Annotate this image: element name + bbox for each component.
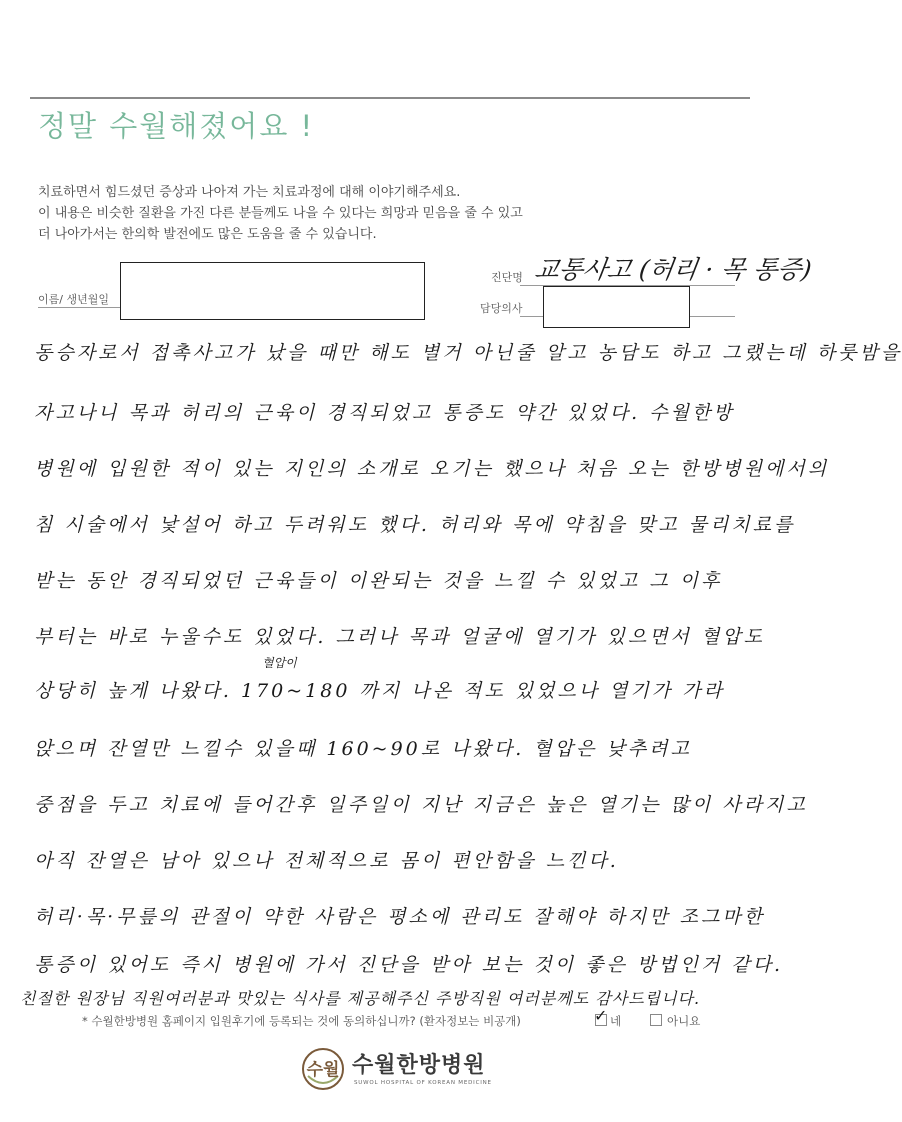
hospital-logo xyxy=(300,1042,500,1100)
top-divider xyxy=(30,97,750,99)
redacted-doctor-box xyxy=(543,286,690,328)
intro-line: 치료하면서 힘드셨던 증상과 나아져 가는 치료과정에 대해 이야기해주세요. xyxy=(38,185,461,200)
consent-yes-label: 네 xyxy=(610,1014,622,1028)
letter-line: 자고나니 목과 허리의 근육이 경직되었고 통증도 약간 있었다. 수월한방 xyxy=(34,402,735,424)
doctor-label: 담당의사 xyxy=(480,302,523,315)
letter-line: 친절한 원장님 직원여러분과 맛있는 식사를 제공해주신 주방직원 여러분께도 감사드립니다. xyxy=(20,989,701,1008)
intro-text xyxy=(38,182,523,245)
page-title: 정말 수월해졌어요 ! xyxy=(38,109,315,143)
diagnosis-label: 진단명 xyxy=(491,271,523,284)
letter-annotation: 혈압이 xyxy=(262,656,297,670)
logo-mark-text: 수월 xyxy=(306,1060,340,1080)
name-birth-label: 이름/ 생년월일 xyxy=(38,293,109,306)
letter-line: 부터는 바로 누울수도 있었다. 그러나 목과 얼굴에 열기가 있으면서 혈압도 xyxy=(34,626,766,648)
diagnosis-handwritten: 교통사고 (허리 · 목 통증) xyxy=(532,255,814,284)
letter-line: 아직 잔열은 남아 있으나 전체적으로 몸이 편안함을 느낀다. xyxy=(34,850,619,872)
letter-line: 통증이 있어도 즉시 병원에 가서 진단을 받아 보는 것이 좋은 방법인거 같다. xyxy=(34,954,784,976)
letter-line: 받는 동안 경직되었던 근육들이 이완되는 것을 느낄 수 있었고 그 이후 xyxy=(34,570,723,592)
check-mark-icon: ✓ xyxy=(594,1006,608,1025)
letter-line: 상당히 높게 나왔다. 170~180 까지 나온 적도 있었으나 열기가 가라 xyxy=(34,680,725,702)
letter-line: 병원에 입원한 적이 있는 지인의 소개로 오기는 했으나 처음 오는 한방병원에서의 xyxy=(34,458,830,480)
letter-line: 앉으며 잔열만 느낄수 있을때 160~90로 나왔다. 혈압은 낮추려고 xyxy=(34,738,692,760)
intro-line: 이 내용은 비슷한 질환을 가진 다른 분들께도 나을 수 있다는 희망과 믿음을 줄 수 있고 xyxy=(38,206,523,221)
consent-no-checkbox[interactable] xyxy=(650,1014,662,1026)
letter-line: 중점을 두고 치료에 들어간후 일주일이 지난 지금은 높은 열기는 많이 사라지고 xyxy=(34,794,808,816)
consent-no-label: 아니요 xyxy=(667,1014,701,1028)
letter-line: 침 시술에서 낯설어 하고 두려워도 했다. 허리와 목에 약침을 맞고 물리치료를 xyxy=(34,514,796,536)
letter-line: 허리·목·무릎의 관절이 약한 사람은 평소에 관리도 잘해야 하지만 조그마한 xyxy=(34,906,766,928)
letter-line: 동승자로서 접촉사고가 났을 때만 해도 별거 아닌줄 알고 농담도 하고 그랬는데 하룻밤을 xyxy=(34,342,902,364)
hospital-name: 수월한방병원 xyxy=(352,1053,486,1078)
hospital-subtitle: SUWOL HOSPITAL OF KOREAN MEDICINE xyxy=(354,1080,492,1086)
intro-line: 더 나아가서는 한의학 발전에도 많은 도움을 줄 수 있습니다. xyxy=(38,227,377,242)
redacted-name-box xyxy=(120,262,425,320)
consent-question: * 수월한방병원 홈페이지 입원후기에 등록되는 것에 동의하십니까? (환자정보는 비공개) xyxy=(82,1014,521,1028)
